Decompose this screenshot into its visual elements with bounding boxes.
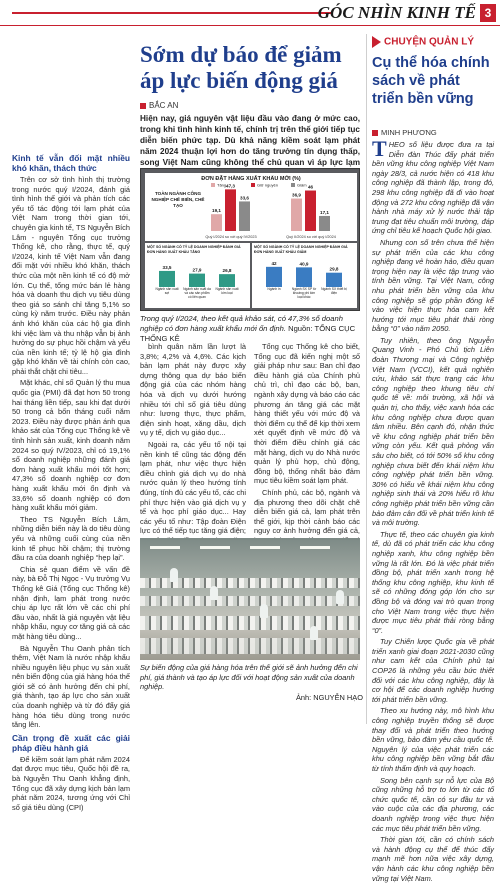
right-paragraph: Nhưng con số trên chưa thể hiện sự phát triển của các khu công nghiệp đang vẻ hoàn hảo, điều quan trọng hiện nay là việc tập trung vào tính bền vững. Tại Việt Nam, công nhu phát triển bền vững của khu công nghiệp sẽ góp phần đóng kể vào việc hiện thực hóa cam kết hướng tới mục tiêu phát thải ròng bằng “0” vào năm 2050. — [372, 237, 494, 334]
main-headline: Sớm dự báo để giảm áp lực biến động giá — [140, 42, 342, 93]
middle-paragraph: Ngoài ra, các yếu tố nội tại nền kinh tế cũng tác động đến lạm phát, như việc thực hiện điều chỉnh giá dịch vụ do nhà nước quản lý theo hướng tính đúng, tính đủ các yếu tố, các chi phí thực hiện vào giá dịch vụ y tế và học phí giáo dục... Hay các yếu tố như: Tập đoàn Điện lực có thể tiếp tục tăng giá điện; — [140, 439, 246, 536]
photo-credit: Ảnh: NGUYỄN HẠO — [296, 693, 363, 702]
masthead-rule — [12, 12, 332, 14]
main-byline — [140, 101, 178, 110]
production-line — [140, 616, 360, 630]
chart-tick-label-box — [320, 288, 348, 306]
chart-data-label: 47,3 — [226, 183, 235, 189]
main-lead: Hiện nay, giá nguyên vật liệu đầu vào đang ở mức cao, trong khi tình hình kinh tế, chính trị trên thế giới tiếp tục diễn biến phức tạp. Dù khả năng kiềm soát lạm phát năm 2024 thuận lợi hơn do tăng trưởng tín dụng thấp, song Việt Nam cũng không thể chủ quan vì áp lực lạm — [140, 114, 360, 167]
right-article-body — [372, 136, 494, 883]
chart-data-label: 19,1 — [212, 208, 221, 214]
chart-tick-label-box — [213, 288, 241, 306]
column-divider — [366, 34, 367, 724]
worker-figure — [170, 568, 178, 582]
chart-tick-label: Ngành sản xuất kim loại — [215, 287, 239, 295]
export-orders-chart — [140, 168, 360, 311]
chart-bar — [211, 214, 222, 231]
ceiling-light — [300, 546, 330, 549]
production-line — [140, 596, 360, 606]
ceiling-light — [250, 546, 280, 549]
photo-caption: Sự biến động của giá hàng hóa trên thế giới sẽ ảnh hưởng đến chi phí, giá thành và tạo áp lực đối với hoạt động sản xuất của doanh nghiệp. — [140, 663, 358, 692]
tag-arrow-icon — [372, 36, 381, 48]
left-paragraph: Theo TS Nguyễn Bích Lâm, những diễn biến này là do tiêu dùng yếu và những cuối cùng của nền kinh tế phục hồi chậm; thị trường đầu ra của doanh nghiệp “hẹp lại”. — [12, 514, 130, 563]
chart-data-label: 33,6 — [240, 195, 249, 201]
chart-tick-label: Ngành sản xuất da và các sản phẩm có liên quan — [183, 287, 211, 299]
ceiling-light — [200, 546, 230, 549]
chart-bar — [239, 201, 250, 231]
factory-photo — [140, 538, 360, 660]
middle-paragraph: Tổng cục Thống kê cho biết, Tổng cục đã kiến nghị một số giải pháp như sau: Ban chỉ đạo điều hành giá của Chính phủ chủ trì, chỉ đạo các bộ, ban, ngành xây dựng và báo cáo các phương án tăng giá các mặt hàng thiết yếu với mức độ và thời điểm cụ thể để kịp thời xem xét quyết định về mức độ và thời điểm điều chỉnh giá các mặt hàng, dịch vụ do Nhà nước quản lý phù hợp, chủ động, đồng bộ, thống nhất bảo đảm mục tiêu kiềm soát lạm phát. — [254, 342, 360, 486]
left-paragraph: Chia sẻ quan điểm về vấn đề này, bà Đỗ Thị Ngọc - Vụ trưởng Vụ Thống kê Giá (Tổng cục Thống kê) nhận định, lạm phát trong nước chịu áp lực rất lớn về các chi phí đầu vào, nhất là giá nguyên vật liệu nhập khẩu, nguy cơ tăng giá cả các mặt hàng tiêu dùng... — [12, 564, 130, 641]
middle-paragraph: Chính phủ, các bộ, ngành và địa phương theo dõi chặt chẽ diễn biến giá cả, lạm phát trên thế giới, kịp thời cảnh báo các nguy cơ ảnh hưởng đến giá cả, — [254, 487, 360, 536]
chart-bottom-right-title-box — [254, 245, 355, 259]
worker-figure — [260, 604, 268, 618]
chart-legend-swatch — [251, 183, 255, 187]
chart-data-label: 42 — [271, 260, 277, 266]
right-paragraph: Song bên cạnh sự nỗ lực của Bộ cũng những hỗ trợ to lớn từ các tổ chức quốc tế, cần có sự đầu tư và vào cuộc của các địa phương, các doanh nghiệp trong việc thực hiện các mục tiêu phát triển bền vững. — [372, 775, 494, 833]
worker-figure — [310, 626, 318, 640]
left-paragraph: Mặt khác, chỉ số Quản lý thu mua quốc gia (PMI) đã đạt hơn 50 trong hai tháng liền tiếp, sau khi đạt dưới 50 trong cả bốn tháng cuối năm 2023. Điều này được phản ánh qua khảo sát của Tổng cục Thống kê về tình hình sản xuất, kinh doanh năm 2024 so quý IV/2023, chỉ có 19,1% số doanh nghiệp những đánh giá đơn hàng xuất khẩu mới tốt hơn; 47,3% số doanh nghiệp cơ đơn hàng xuất khẩu mới ổn định và 33,6% số doanh nghiệp có đơn hàng xuất khẩu mới giảm. — [12, 378, 130, 513]
left-subhead-1: Kinh tế vẫn đối mặt nhiều khó khăn, thách thức — [12, 153, 130, 173]
chart-legend-swatch — [291, 183, 295, 187]
chart-group-label-box — [147, 191, 209, 221]
worker-figure — [210, 586, 218, 600]
chart-bar — [319, 216, 330, 231]
page-number: 3 — [480, 4, 496, 22]
right-byline-name: MINH PHƯƠNG — [381, 128, 437, 137]
right-paragraph: Theo xu hướng này, mô hình khu công nghiệp truyền thống sẽ được thay đổi và phát triển theo hướng bền vững, bảo đảm yêu cầu quốc tế. Nguyên lý của việc phát triển các khu công nghiệp bền vững bắt đầu từ tính thẩm định và quy hoạch. — [372, 706, 494, 773]
chart-tick-label: Ngành SX thiết bị điện — [321, 287, 347, 295]
chart-bar — [305, 191, 316, 231]
chart-bottom-right-title: MỘT SỐ NGÀNH CÓ TỶ LỆ DOANH NGHIỆP ĐÁNH GIÁ ĐƠN HÀNG XUẤT KHẨU GIẢM — [254, 245, 348, 254]
drop-cap: T — [372, 136, 387, 161]
chart-data-label: 33,5 — [162, 264, 172, 270]
right-paragraph: Tuy Chiến lược Quốc gia về phát triển xanh giai đoạn 2021-2030 cũng như cam kết của Chính phủ tại COP26 là những yêu cầu bức thiết đối với các khu công nghiệp, đây là cơ hội để các doanh nghiệp hướng tới phát triển bền vững. — [372, 637, 494, 704]
chart-svg — [141, 169, 361, 312]
worker-figure — [336, 590, 344, 604]
chart-tick-label-box — [183, 288, 211, 306]
main-middle-column-a — [140, 342, 246, 534]
masthead — [0, 0, 500, 26]
chart-legend-label: Giảm — [297, 182, 307, 188]
chart-caption-text: Trong quý I/2024, theo kết quả khảo sát, có 47,3% số doanh nghiệp có đơn hàng xuất khẩu mới ổn định. — [140, 314, 343, 333]
main-byline-name: BẮC AN — [149, 101, 179, 110]
chart-top-title: ĐƠN ĐẶT HÀNG XUẤT KHẨU MỚI (%) — [201, 176, 301, 182]
left-paragraph: Trên cơ sở tình hình thị trường trong nước quý I/2024, đánh giá tình hình thế giới và phản tích các yếu tố tác động tới lạm phát của Việt Nam trong thời gian tới, chuyên gia kinh tế, TS Nguyễn Bích Lâm - nguyên Tổng cục trưởng Thống kê, cho rằng, thực tế, quý I/2024, kinh tế Việt Nam vẫn đang đối mặt với nhiều khó khăn, thách thức của một nền kinh tế có độ mở lớn. Cụ thể, tổng mức bán lẻ hàng hóa và doanh thu dịch vụ tiêu dùng theo giá so sánh chỉ tăng 5,1% so cùng kỳ năm trước. Điều này phản ánh khó khăn của các hộ gia đình khi việc làm và thu nhập vẫn bị ảnh hưởng do sự phục hồi chậm và yếu của nền kinh tế; tỷ lệ hộ gia đình gặp khó khăn về tài chính còn cao, phải thắt chặt chi tiêu... — [12, 175, 130, 376]
chart-tick-label-box — [290, 288, 318, 306]
chart-data-label: 29,8 — [329, 266, 339, 272]
chart-tick-label: Ngành in — [267, 287, 281, 291]
right-paragraph: Thực tế, theo các chuyên gia kinh tế, dù đã có phát triển các khu công nghiệp xanh, khu công nghiệp bền vững là rất lớn. Đó là việc phát triển đồng bộ, phát triển xanh trong hệ thống khu công nghiệp, khu kinh tế sẽ có những đóng góp lớn cho sự đồng bộ và đóng vai trò quan trọng cho Việt Nam trong việc thực hiện được mục tiêu phát thải ròng bằng “0”. — [372, 529, 494, 635]
chart-data-label: 36,9 — [292, 192, 301, 198]
left-subhead-2: Cần trọng đề xuất các giải pháp điều hành giá — [12, 732, 130, 753]
chart-caption — [140, 314, 360, 344]
ceiling-light — [150, 546, 180, 549]
chart-data-label: 40,9 — [299, 261, 309, 267]
chart-bar — [296, 267, 312, 287]
main-left-column — [12, 150, 130, 812]
chart-group-label: TOÀN NGÀNH CÔNG NGHIỆP CHẾ BIẾN, CHẾ TẠO — [151, 191, 205, 208]
chart-tick-label-box — [153, 288, 181, 306]
chart-data-label: 26,8 — [222, 268, 232, 274]
chart-bar — [159, 271, 175, 287]
chart-legend-label: Giữ nguyên — [257, 182, 278, 188]
chart-bar — [225, 189, 236, 231]
chart-legend-label: Tăng — [217, 182, 227, 188]
production-line — [140, 638, 360, 654]
left-paragraph: Để kiềm soát lạm phát năm 2024 đạt được mục tiêu, Quốc hội đề ra, bà Nguyễn Thu Oanh khẳng định, Tổng cục đã xây dựng kịch bản lạm phát năm 2024, tương ứng với Chỉ số giá tiêu dùng (CPI) — [12, 754, 130, 812]
byline-marker-icon — [140, 103, 146, 109]
chart-tick-label: Ngành sản xuất sợi — [155, 287, 179, 295]
right-first-paragraph-text: HEO số liệu được đưa ra tại Diễn đàn Thúc đẩy phát triển bền vững khu công nghiệp Việt Nam ngày 28/3, cả nước hiện có 418 khu công nghiệp đã thành lập, trong đó, 298 khu công nghiệp đã đi vào hoạt động và 272 khu công nghiệp đã vận hành nhà máy xử lý nước thải tập trung đạt tiêu chuẩn môi trường, đáp ứng chỉ tiêu kế hoạch Quốc hội giao. — [372, 140, 494, 236]
chart-data-label: 27,9 — [192, 267, 202, 273]
chart-bar — [291, 199, 302, 231]
chart-bar — [326, 273, 342, 287]
chart-legend-swatch — [211, 183, 215, 187]
chart-data-label: 46 — [307, 184, 314, 190]
right-tag-label: CHUYỆN QUẢN LÝ — [384, 36, 475, 48]
chart-bottom-left-title: MỘT SỐ NGÀNH CÓ TỶ LỆ DOANH NGHIỆP ĐÁNH GIÁ ĐƠN HÀNG XUẤT KHẨU TĂNG — [147, 245, 241, 254]
chart-bar — [219, 274, 235, 287]
chart-period-label: Quý II/2024 so với quý I/2024 — [286, 235, 336, 239]
chart-period-label: Quý I/2024 so với quý IV/2023 — [205, 235, 257, 239]
right-paragraph: Tuy nhiên, theo ông Nguyễn Quang Vinh - Phó Chủ tịch Liên đoàn Thương mại và Công nghiệp Việt Nam (VCCI), kết quả nghiên cứu, khảo sát thực trạng các khu công nghiệp theo khung tiêu chí quốc tế về: môi trường, xã hội và quản trị, cho thấy, việc xanh hóa các khu công nghiệp chưa được quan tâm nhiều. Bên cạnh đó, nhận thức về khu công nghiệp phát triển bền vững còn yếu. Kết quả phỏng vấn sâu cho biết, có tới 50% số khu công nghiệp chưa biết đến khái niệm khu công nghiệp phát triển bền vững. 30% có hiểu về khái niệm khu công nghiệp sinh thái và 20% hiểu rõ khu công nghiệp phát triển bền vững cần bảo đảm cân đối về phát triển kinh tế và môi trường. — [372, 335, 494, 528]
chart-source: Nguồn: TỔNG CỤC THỐNG KÊ — [140, 324, 356, 343]
chart-tick-label: Ngành SX SP từ khoáng phi kim loại khác — [291, 287, 317, 299]
section-title: GÓC NHÌN KINH TẾ — [317, 3, 476, 22]
right-paragraph: Thời gian tới, cần có chính sách và hành động cụ thể để thúc đẩy mạnh mẽ hơn nữa việc xây dựng, vận hành các khu công nghiệp bền vững tại Việt Nam. — [372, 835, 494, 883]
left-paragraph: Bà Nguyễn Thu Oanh phân tích thêm, Việt Nam là nước nhập khẩu nhiều nguyên liệu phục vụ sản xuất nên biến động của giá hàng hóa thế giới sẽ có ảnh hưởng đến chi phí, giá thành, tạo áp lực cho sản xuất của doanh nghiệp và từ đó đẩy giá hàng hóa tiêu dùng trong nước tăng lên. — [12, 643, 130, 730]
middle-paragraph: bình quân năm lần lượt là 3,8%; 4,2% và 4,6%. Các kịch bản lạm phát này được xây dựng thông qua dự báo biến động giá của các nhóm hàng hóa và dịch vụ dưới hướng nhiều tới chỉ số giá tiêu dùng như: lương thực, thực phẩm, điện sinh hoạt, xăng dầu, dịch vụ y tế, dịch vụ giáo dục... — [140, 342, 246, 438]
right-headline: Cụ thể hóa chính sách về phát triển bền vững — [372, 55, 490, 107]
main-middle-column-b — [254, 342, 360, 534]
right-first-paragraph — [372, 136, 494, 236]
chart-bar — [266, 267, 282, 287]
right-article-tag — [372, 36, 474, 48]
chart-bar — [189, 274, 205, 287]
chart-data-label: 17,1 — [320, 209, 329, 215]
chart-bottom-left-title-box — [147, 245, 248, 259]
chart-tick-label-box — [260, 288, 288, 306]
